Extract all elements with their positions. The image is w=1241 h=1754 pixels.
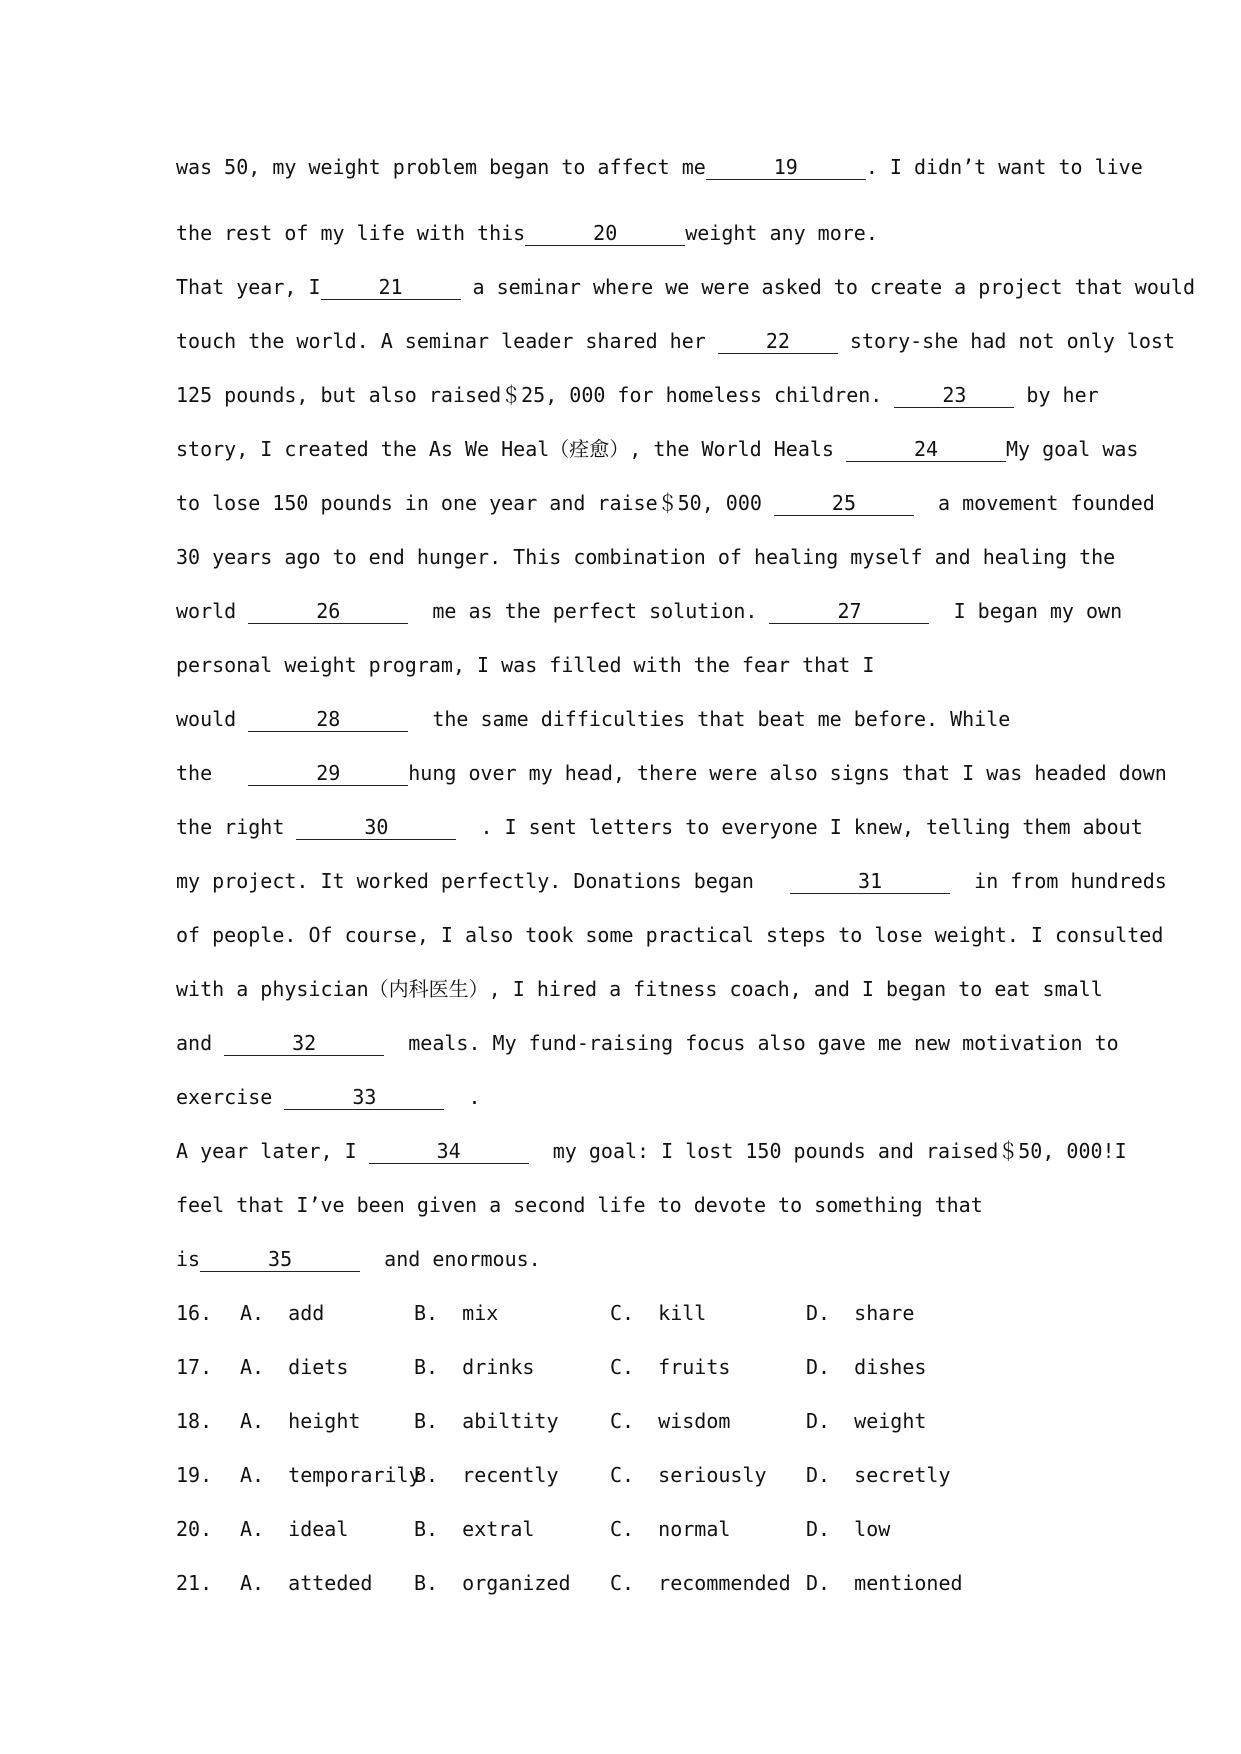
question-row (176, 1448, 1136, 1502)
passage-text: hung over my head, there were also signs that I was headed down (408, 761, 1167, 785)
passage-text: was 50, my weight problem began to affect me (176, 155, 706, 179)
passage-text: in from hundreds (950, 869, 1167, 893)
blank-32[interactable]: 32 (224, 1031, 384, 1056)
question-number: 21. (176, 1571, 213, 1595)
option-a[interactable]: A. diets (240, 1355, 349, 1379)
passage-line (176, 908, 1164, 962)
passage-text: A year later, I (176, 1139, 369, 1163)
option-a[interactable]: A. height (240, 1409, 361, 1433)
option-a[interactable]: A. temporarily (240, 1463, 421, 1487)
passage-text: . I sent letters to everyone I knew, telling them about (456, 815, 1143, 839)
passage-line (176, 1232, 1136, 1286)
blank-30[interactable]: 30 (296, 815, 456, 840)
option-c[interactable]: C. normal (610, 1517, 731, 1541)
option-c[interactable]: C. seriously (610, 1463, 767, 1487)
blank-24[interactable]: 24 (846, 437, 1006, 462)
passage-line (176, 1178, 1136, 1232)
blank-23[interactable]: 23 (894, 383, 1014, 408)
cloze-passage (176, 152, 1196, 1286)
blank-29[interactable]: 29 (248, 761, 408, 786)
blank-33[interactable]: 33 (284, 1085, 444, 1110)
passage-text: my project. It worked perfectly. Donations began (176, 869, 791, 893)
passage-line (176, 314, 1176, 368)
option-b[interactable]: B. organized (414, 1571, 571, 1595)
passage-text: meals. My fund-raising focus also gave me new motivation to (384, 1031, 1119, 1055)
passage-text: with a physician（内科医生）, I hired a fitness coach, and I began to eat small (176, 977, 1103, 1001)
question-number: 19. (176, 1463, 213, 1487)
passage-line (176, 962, 1136, 1016)
passage-text: of people. Of course, I also took some practical steps to lose weight. I consulted (176, 923, 1164, 947)
passage-text: the same difficulties that beat me before. While (408, 707, 1011, 731)
passage-line (176, 152, 1143, 182)
option-c[interactable]: C. recommended (610, 1571, 791, 1595)
blank-19[interactable]: 19 (706, 155, 866, 180)
blank-35[interactable]: 35 (200, 1247, 360, 1272)
passage-line (176, 1070, 1136, 1124)
option-b[interactable]: B. drinks (414, 1355, 535, 1379)
blank-31[interactable]: 31 (790, 869, 950, 894)
document-page (176, 152, 1196, 1610)
blank-22[interactable]: 22 (718, 329, 838, 354)
option-a[interactable]: A. atteded (240, 1571, 373, 1595)
passage-text: . (444, 1085, 481, 1109)
blank-27[interactable]: 27 (769, 599, 929, 624)
option-d[interactable]: D. mentioned (806, 1571, 963, 1595)
option-d[interactable]: D. secretly (806, 1463, 951, 1487)
passage-text: feel that I’ve been given a second life to devote to something that (176, 1193, 983, 1217)
question-number: 18. (176, 1409, 213, 1433)
passage-text: a movement founded (913, 491, 1155, 515)
option-d[interactable]: D. weight (806, 1409, 927, 1433)
passage-text: a seminar where we were asked to create a project that would (460, 275, 1196, 299)
option-d[interactable]: D. low (806, 1517, 891, 1541)
option-b[interactable]: B. recently (414, 1463, 559, 1487)
passage-text: That year, I (176, 275, 321, 299)
passage-text: touch the world. A seminar leader shared her (176, 329, 718, 353)
passage-line (176, 422, 1139, 476)
passage-text: story, I created the As We Heal（痊愈）, the World Heals (176, 437, 847, 461)
passage-text: and enormous. (360, 1247, 541, 1271)
passage-text: 125 pounds, but also raised＄25, 000 for homeless children. (176, 383, 895, 407)
option-b[interactable]: B. abiltity (414, 1409, 559, 1433)
passage-text: and (176, 1031, 225, 1055)
option-c[interactable]: C. wisdom (610, 1409, 731, 1433)
blank-34[interactable]: 34 (369, 1139, 529, 1164)
question-number: 20. (176, 1517, 213, 1541)
question-row (176, 1502, 1136, 1556)
option-b[interactable]: B. extral (414, 1517, 535, 1541)
blank-26[interactable]: 26 (248, 599, 408, 624)
question-row (176, 1340, 1136, 1394)
passage-line (176, 1124, 1136, 1178)
passage-line (176, 260, 1196, 314)
question-number: 17. (176, 1355, 213, 1379)
blank-25[interactable]: 25 (774, 491, 914, 516)
passage-line (176, 584, 1136, 638)
option-c[interactable]: C. fruits (610, 1355, 731, 1379)
passage-text: weight any more. (685, 221, 878, 245)
passage-text: personal weight program, I was filled with the fear that I (176, 653, 875, 677)
passage-line (176, 800, 1143, 854)
blank-28[interactable]: 28 (248, 707, 408, 732)
option-a[interactable]: A. ideal (240, 1517, 349, 1541)
passage-text: me as the perfect solution. (408, 599, 770, 623)
passage-line (176, 638, 1136, 692)
passage-text: the right (176, 815, 297, 839)
passage-text: exercise (176, 1085, 285, 1109)
passage-text: My goal was (1006, 437, 1139, 461)
question-row (176, 1286, 1136, 1340)
passage-text: my goal: I lost 150 pounds and raised＄50, 000!I (528, 1139, 1127, 1163)
passage-text: by her (1014, 383, 1099, 407)
passage-text: I began my own (929, 599, 1123, 623)
option-a[interactable]: A. add (240, 1301, 325, 1325)
passage-line (176, 530, 1136, 584)
question-number: 16. (176, 1301, 213, 1325)
question-row (176, 1556, 1136, 1610)
answer-options (176, 1286, 1136, 1610)
passage-line (176, 692, 1136, 746)
passage-text: 30 years ago to end hunger. This combination of healing myself and healing the (176, 545, 1116, 569)
passage-text: to lose 150 pounds in one year and raise＄50, 000 (176, 491, 774, 515)
passage-line (176, 854, 1167, 908)
passage-text: would (176, 707, 249, 731)
question-row (176, 1394, 1136, 1448)
option-d[interactable]: D. dishes (806, 1355, 927, 1379)
passage-line (176, 1016, 1136, 1070)
passage-text: world (176, 599, 249, 623)
passage-line (176, 206, 1136, 260)
option-d[interactable]: D. share (806, 1301, 915, 1325)
option-b[interactable]: B. mix (414, 1301, 499, 1325)
passage-text: the rest of my life with this (176, 221, 526, 245)
passage-line (176, 746, 1167, 800)
passage-line (176, 476, 1155, 530)
blank-21[interactable]: 21 (321, 275, 461, 300)
passage-line (176, 368, 1136, 422)
passage-text: story-she had not only lost (837, 329, 1176, 353)
blank-20[interactable]: 20 (525, 221, 685, 246)
option-c[interactable]: C. kill (610, 1301, 707, 1325)
passage-text: is (176, 1247, 201, 1271)
passage-text: the (176, 761, 249, 785)
passage-text: . I didn’t want to live (865, 155, 1143, 179)
